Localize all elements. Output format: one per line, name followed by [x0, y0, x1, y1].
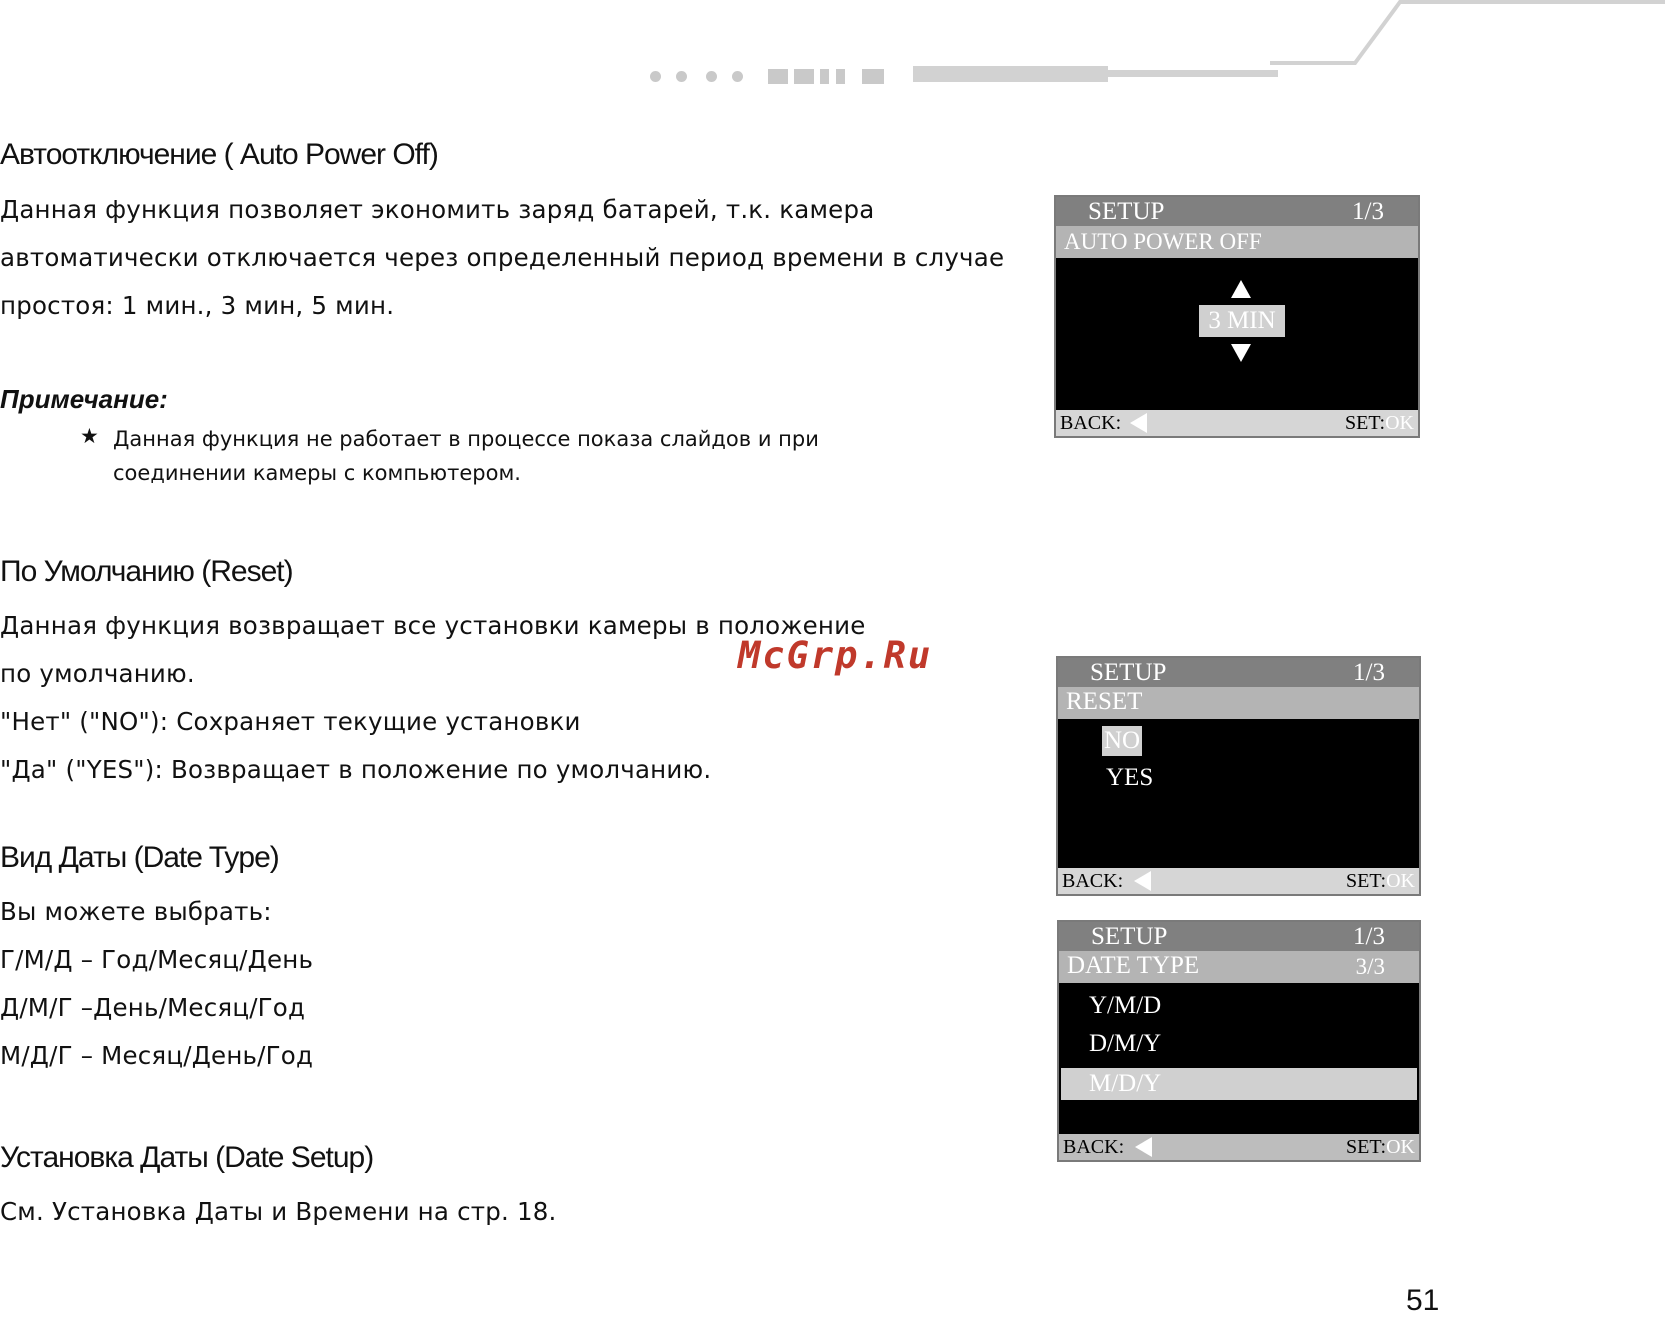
screen-subtitle-bar [1058, 687, 1419, 719]
text-line: Д/М/Г –День/Месяц/Год [0, 993, 306, 1022]
ok-label: OK [1386, 870, 1415, 892]
camera-screen-auto-power-off [1054, 195, 1420, 438]
ok-label: OK [1386, 1136, 1415, 1158]
screen-subtitle-bar [1059, 951, 1419, 983]
screen-title: SETUP [1091, 923, 1168, 950]
text-line: Г/М/Д – Год/Месяц/День [0, 945, 314, 974]
option-dmy: D/M/Y [1089, 1030, 1162, 1057]
screen-title-bar [1058, 658, 1419, 687]
text-line: Вы можете выбрать: [0, 897, 272, 926]
reset-text [0, 602, 865, 794]
screen-footer [1056, 410, 1418, 436]
decor-dot [706, 71, 717, 82]
screen-page: 1/3 [1353, 659, 1385, 686]
screen-footer [1058, 868, 1419, 894]
option-no-selected: NO [1103, 727, 1141, 754]
screen-title: SETUP [1088, 198, 1165, 225]
up-arrow-icon [1231, 280, 1251, 298]
back-arrow-icon [1134, 871, 1151, 891]
note-text [113, 422, 819, 490]
text-line: по умолчанию. [0, 659, 195, 688]
screen-title: SETUP [1090, 659, 1167, 686]
option-yes: YES [1106, 764, 1154, 791]
decor-block [862, 69, 884, 84]
text-line: простоя: 1 мин., 3 мин, 5 мин. [0, 291, 395, 320]
back-arrow-icon [1130, 413, 1147, 433]
text-line: Данная функция возвращает все установки камеры в положение [0, 611, 866, 640]
set-hint [1345, 412, 1414, 435]
value-selected: 3 MIN [1199, 305, 1285, 337]
set-label: SET: [1344, 412, 1386, 434]
screen-subtitle: DATE TYPE [1067, 952, 1200, 979]
set-label: SET: [1345, 1136, 1387, 1158]
decor-corner-line [1270, 0, 1665, 70]
screen-subtitle: RESET [1066, 688, 1143, 715]
decor-dot [650, 71, 661, 82]
screen-page: 1/3 [1352, 198, 1384, 225]
back-label: BACK: [1063, 1136, 1125, 1158]
back-label: BACK: [1060, 412, 1122, 434]
date-type-heading: Вид Даты (Date Type) [0, 841, 279, 874]
screen-subtitle: AUTO POWER OFF [1064, 229, 1262, 254]
decor-bar [913, 66, 1108, 82]
decor-dot [732, 71, 743, 82]
camera-screen-date-type [1057, 920, 1421, 1162]
option-mdy-selected: M/D/Y [1061, 1068, 1417, 1100]
decor-block [794, 69, 814, 84]
watermark: McGrp.Ru [738, 634, 933, 677]
down-arrow-icon [1231, 344, 1251, 362]
date-setup-text [0, 1188, 557, 1236]
text-line: М/Д/Г – Месяц/День/Год [0, 1041, 314, 1070]
set-hint [1346, 870, 1415, 893]
set-label: SET: [1345, 870, 1387, 892]
text-line: "Да" ("YES"): Возвращает в положение по умолчанию. [0, 755, 712, 784]
page-number: 51 [1406, 1284, 1440, 1317]
screen-title-bar [1056, 197, 1418, 226]
screen-page: 1/3 [1353, 923, 1385, 950]
text-line: Данная функция позволяет экономить заряд батарей, т.к. камера [0, 195, 875, 224]
camera-screen-reset [1056, 656, 1421, 896]
option-ymd: Y/M/D [1089, 992, 1162, 1019]
text-line: "Нет" ("NO"): Сохраняет текущие установки [0, 707, 581, 736]
note-title: Примечание: [0, 384, 168, 414]
decor-bar [1108, 70, 1278, 77]
text-line: См. Установка Даты и Времени на стр. 18. [0, 1197, 557, 1226]
decor-block [768, 69, 788, 84]
star-icon: ★ [80, 424, 99, 448]
reset-heading: По Умолчанию (Reset) [0, 555, 293, 588]
date-type-text [0, 888, 313, 1080]
back-label: BACK: [1062, 870, 1124, 892]
auto-power-off-heading: Автоотключение ( Auto Power Off) [0, 138, 438, 171]
decor-block [836, 69, 845, 84]
screen-subtitle-bar [1056, 226, 1418, 258]
auto-power-off-text [0, 186, 1004, 330]
note-line: соединении камеры с компьютером. [113, 461, 521, 485]
ok-label: OK [1385, 412, 1414, 434]
screen-footer [1059, 1134, 1419, 1160]
text-line: автоматически отключается через определенный период времени в случае [0, 243, 1005, 272]
screen-sub-page: 3/3 [1355, 954, 1385, 979]
note-line: Данная функция не работает в процессе показа слайдов и при [113, 427, 819, 451]
decor-block [820, 69, 829, 84]
set-hint [1346, 1136, 1415, 1159]
screen-title-bar [1059, 922, 1419, 951]
back-arrow-icon [1135, 1137, 1152, 1157]
decor-dot [676, 71, 687, 82]
date-setup-heading: Установка Даты (Date Setup) [0, 1141, 374, 1174]
